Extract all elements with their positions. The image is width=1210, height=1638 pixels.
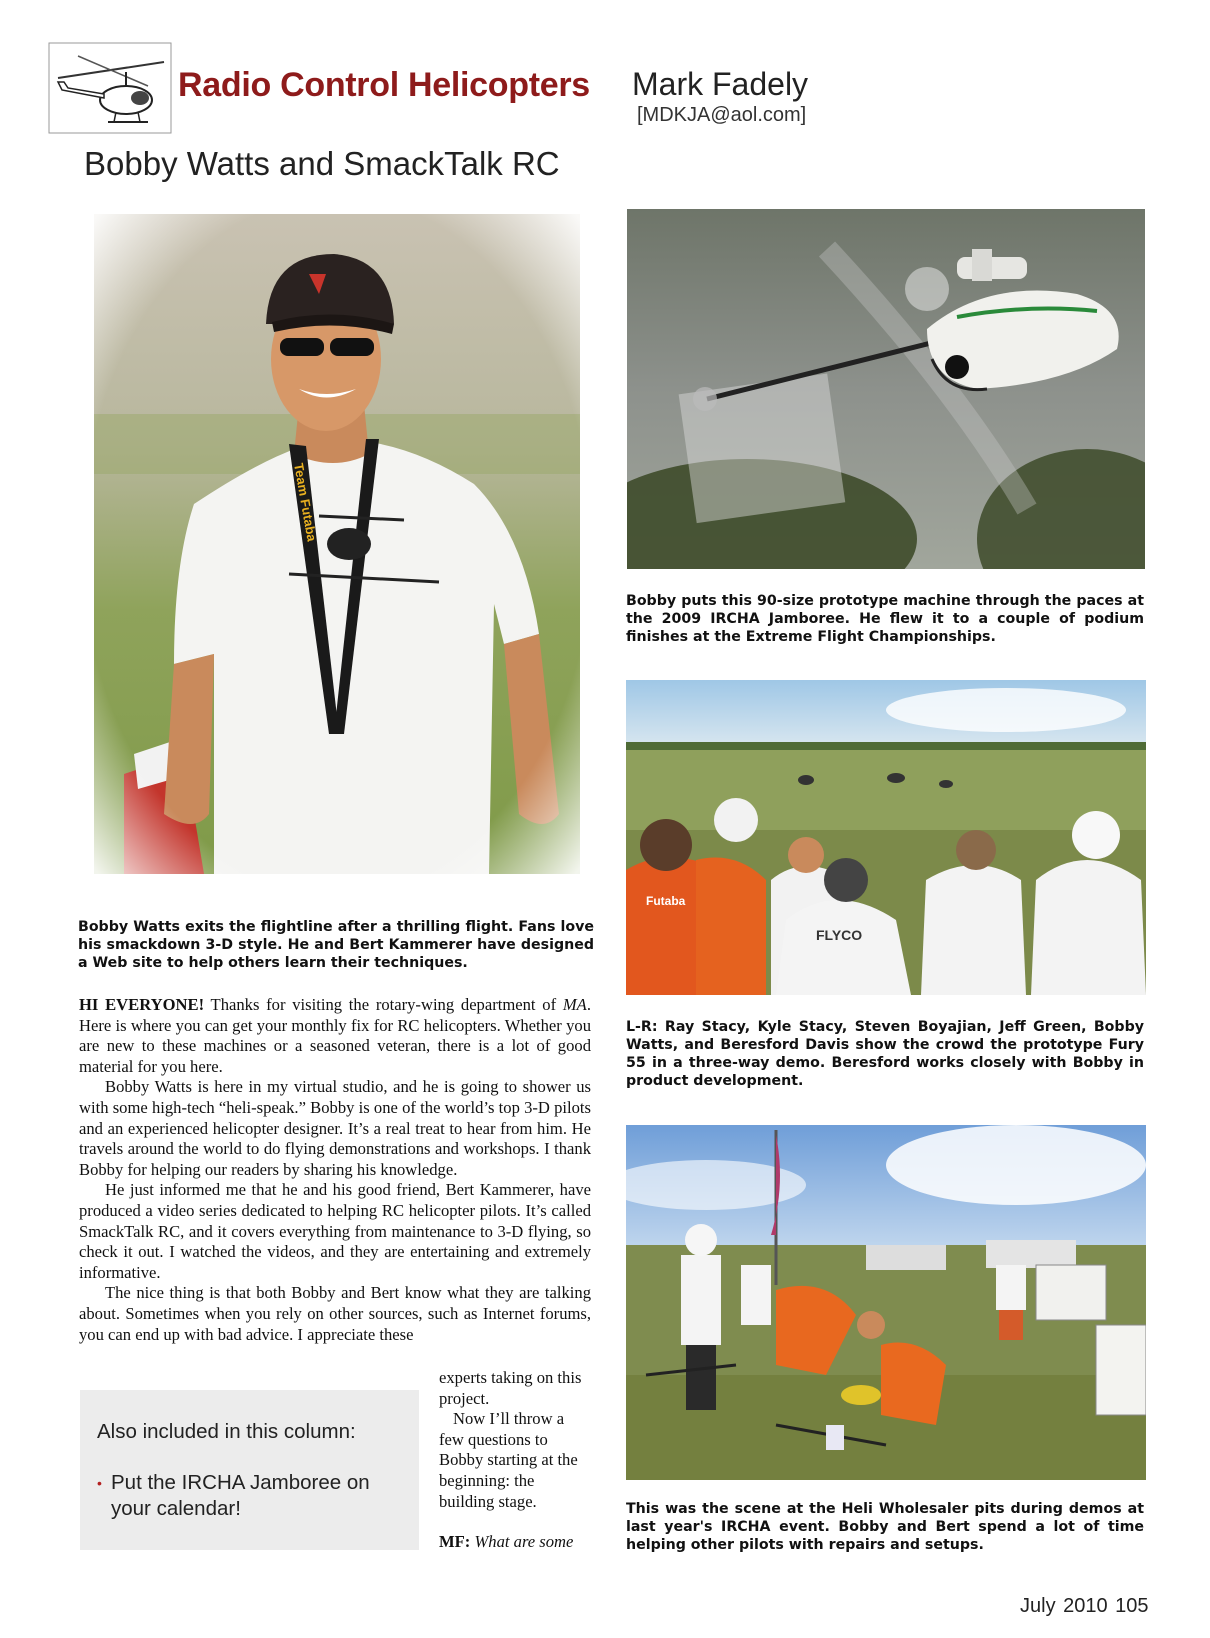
helicopter-flight-photo xyxy=(627,209,1145,569)
pits-photo xyxy=(626,1125,1146,1480)
sidebar-heading: Also included in this column: xyxy=(97,1420,356,1443)
question-label: MF: xyxy=(439,1532,471,1552)
body-paragraph xyxy=(79,995,591,1077)
page-footer: July 2010 105 xyxy=(1020,1595,1149,1617)
article-body xyxy=(79,995,591,1345)
body-paragraph: He just informed me that he and his good friend, Bert Kammerer, have produced a video series dedicated to helping RC helicopter pilots. It’s called SmackTalk RC, and it covers everything from maintenance to 3-D flying, so check it out. I watched the videos, and they are entertaining and extremely informative. xyxy=(79,1180,591,1282)
author-email: [MDKJA@aol.com] xyxy=(637,104,807,126)
svg-text:FLYCO: FLYCO xyxy=(816,927,863,943)
column-title: Radio Control Helicopters xyxy=(178,66,590,104)
body-text: . Here is where you can get your monthly fix for RC helicopters. Whether you are new to these machines or a seasoned veteran, there is a lot of good material for you here. xyxy=(79,995,591,1076)
body-text: Thanks for visiting the rotary-wing department of xyxy=(204,995,563,1014)
demo-crowd-photo xyxy=(626,680,1146,995)
body-paragraph: Now I’ll throw a few questions to Bobby starting at the beginning: the building stage. xyxy=(439,1409,578,1511)
caption-pits: This was the scene at the Heli Wholesaler pits during demos at last year's IRCHA event. Bobby and Bert spend a lot of time helping other pilots with repairs and setups. xyxy=(626,1501,1144,1553)
bobby-watts-photo xyxy=(94,214,580,874)
sidebar-item-label: Put the IRCHA Jamboree on your calendar! xyxy=(111,1471,370,1520)
bullet-icon: • xyxy=(97,1475,102,1491)
sidebar-item xyxy=(97,1470,397,1522)
body-paragraph: Bobby Watts is here in my virtual studio, and he is going to shower us with some high-tech “heli-speak.” Bobby is one of the world’s top 3-D pilots and an experienced helicopter designer. It’s a real treat to hear from him. He travels around the world to do flying demonstrations and workshops. I thank Bobby for helping our readers by sharing his knowledge. xyxy=(79,1077,591,1179)
caption-demo: L-R: Ray Stacy, Kyle Stacy, Steven Boyajian, Jeff Green, Bobby Watts, and Beresford Davis show the crowd the prototype Fury 55 in a three-way demo. Beresford works closely with Bobby in product development. xyxy=(626,1019,1144,1089)
article-title: Bobby Watts and SmackTalk RC xyxy=(84,145,560,182)
helicopter-logo-icon xyxy=(48,42,172,134)
magazine-name: MA xyxy=(562,995,587,1014)
author-name: Mark Fadely xyxy=(632,66,809,102)
sidebar-box xyxy=(80,1390,419,1550)
article-body-continued xyxy=(439,1368,593,1553)
body-paragraph: experts taking on this project. xyxy=(439,1368,582,1408)
lead-in: HI EVERYONE! xyxy=(79,995,205,1014)
svg-text:Futaba: Futaba xyxy=(646,894,686,908)
question-text: What are some xyxy=(470,1532,574,1552)
caption-helicopter: Bobby puts this 90-size prototype machine through the paces at the 2009 IRCHA Jamboree. He flew it to a couple of podium finishes at the Extreme Flight Championships. xyxy=(626,593,1144,645)
body-paragraph: The nice thing is that both Bobby and Bert know what they are talking about. Sometimes when you rely on other sources, such as Internet forums, you can end up with bad advice. I appreciate these xyxy=(79,1283,591,1344)
caption-bobby: Bobby Watts exits the flightline after a thrilling flight. Fans love his smackdown 3-D style. He and Bert Kammerer have designed a Web site to help others learn their techniques. xyxy=(78,919,594,971)
question-paragraph xyxy=(439,1532,593,1553)
